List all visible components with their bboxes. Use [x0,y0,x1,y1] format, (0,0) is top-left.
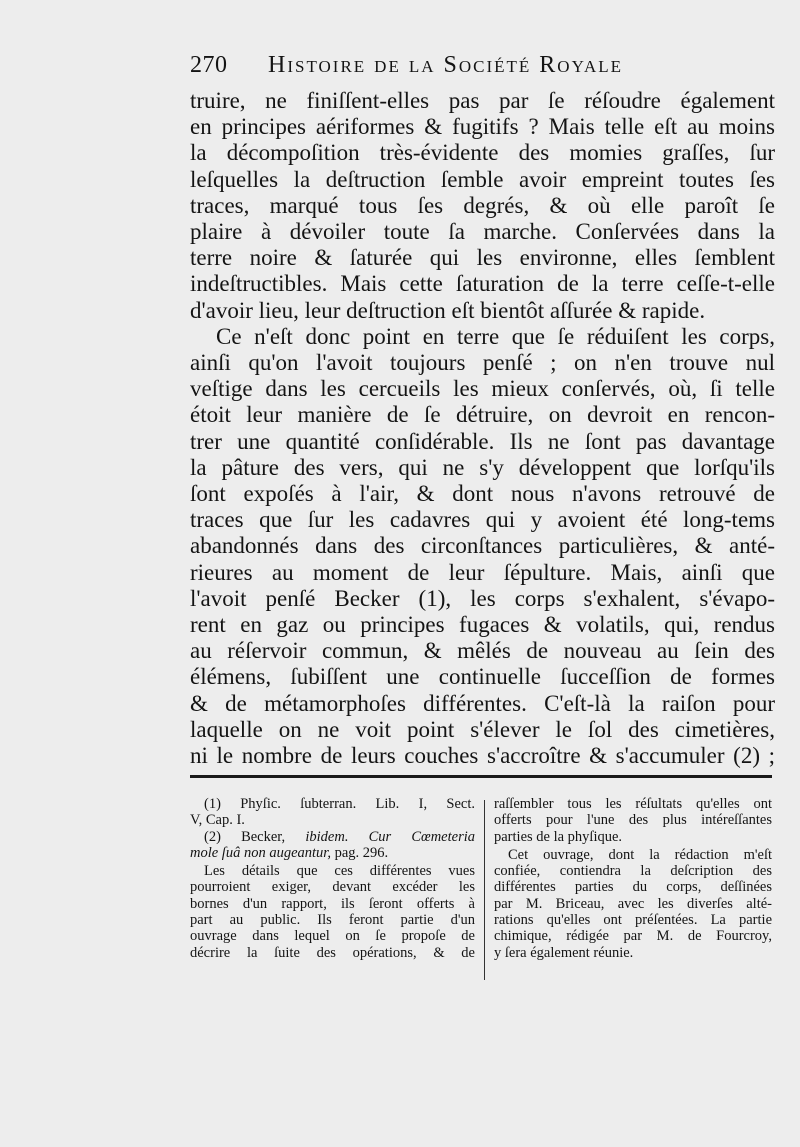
text-line: rieures au moment de leur ſépulture. Mais, ainſi que [190,559,775,585]
footnote-2-cont [190,845,475,861]
footnote-para-line: raſſembler tous les réſultats qu'elles ont [494,796,772,812]
text-line: ſont expoſés à l'air, & dont nous n'avons retrouvé de [190,481,775,507]
text-line: terre noire & ſaturée qui les environne, elles ſemblent [190,245,775,271]
page-header [190,52,770,92]
footnote-para-line: offerts pour l'une des plus intéreſſantes [494,812,772,829]
text-line: la pâture des vers, qui ne s'y développent que lorſqu'ils [190,454,775,480]
text-line: ainſi qu'on l'avoit toujours penſé ; on n'en trouve nul [190,350,775,376]
text-line: laquelle on ne voit point s'élever le ſol des cimetières, [190,716,775,742]
text-line: rent en gaz ou principes fugaces & volatils, qui, rendus [190,612,775,638]
text-line: truire, ne finiſſent-elles pas par ſe réſoudre également [190,88,775,113]
footnote-para-line: rations qu'elles ont préſentées. La partie [494,912,772,929]
footnote-para-line: chimique, rédigée par M. de Fourcroy, [494,928,772,945]
footnote-2-title-cont: mole ſuâ non augeantur, [190,844,335,861]
footnote-2 [190,829,475,845]
text-line: traces, marqué tous ſes degrés, & où elle paroît ſe [190,192,775,218]
footnote-para-line: part au public. Ils feront partie d'un [190,912,475,929]
footnote-para-line: ouvrage dans lequel on ſe propoſe de [190,928,475,945]
footnotes-left-column [190,796,475,961]
text-line: plaire à dévoiler toute ſa marche. Conſervées dans la [190,219,775,245]
text-line: traces que ſur les cadavres qui y avoient été long-tems [190,507,775,533]
running-head: Histoire de la Société Royale [268,52,624,78]
text-line: d'avoir lieu, leur deſtruction eſt bientôt aſſurée & rapide. [190,297,706,323]
footnote-para-line: décrire la ſuite des opérations, & de [190,944,475,961]
text-line: étoit leur manière de ſe détruire, on devroit en rencon- [190,402,775,428]
text-line: Ce n'eſt donc point en terre que ſe réduiſent les corps, [216,323,775,349]
text-line: en principes aériformes & fugitifs ? Mais telle eſt au moins [190,114,775,140]
footnote-1: (1) Phyſic. ſubterran. Lib. I, Sect. [204,796,475,812]
text-line: élémens, ſubiſſent une continuelle ſucceſſion de formes [190,664,775,690]
footnote-para-line: bornes d'un rapport, ils ſeront offerts à [190,895,475,912]
footnote-para-line: confiée, contiendra la deſcription des [494,863,772,880]
text-line: la décompoſition très-évidente des momies graſſes, ſur [190,140,775,166]
footnote-2-title: ibidem. Cur Cœmeteria [305,828,475,845]
text-line: au réſervoir commun, & mêlés de nouveau au ſein des [190,638,775,664]
main-text [190,88,775,769]
footnote-para-line: par M. Briceau, avec les diverſes alté- [494,895,772,912]
text-line: abandonnés dans des circonſtances particulières, & anté- [190,533,775,559]
footnotes-right-column [494,796,772,961]
footnote-para-line: différentes parties du corps, deſſinées [494,879,772,896]
footnote-para-line: pourroient exiger, devant excéder les [190,879,475,896]
footnote-para-line: parties de la phyſique. [494,828,623,845]
footnote-para-line: Les détails que ces différentes vues [204,863,475,880]
text-line: trer une quantité conſidérable. Ils ne ſont pas davantage [190,428,775,454]
footnote-rule [190,775,772,778]
column-divider [484,800,485,980]
footnote-1-cont: V, Cap. I. [190,812,245,829]
footnote-para-line: y ſera également réunie. [494,944,634,961]
text-line: indeſtructibles. Mais cette ſaturation de la terre ceſſe-t-elle [190,271,775,297]
page-number: 270 [190,52,228,78]
text-line: l'avoit penſé Becker (1), les corps s'exhalent, s'évapo- [190,585,775,611]
footnote-2-author: (2) Becker, [204,828,306,845]
text-line: veſtige dans les cercueils les mieux conſervés, où, ſi telle [190,376,775,402]
footnote-para-line: Cet ouvrage, dont la rédaction m'eſt [508,846,772,863]
text-line: leſquelles la deſtruction ſemble avoir empreint toutes ſes [190,166,775,192]
text-line: & de métamorphoſes différentes. C'eſt-là la raiſon pour [190,690,775,716]
footnote-2-page: pag. 296. [334,844,389,861]
text-line: ni le nombre de leurs couches s'accroître & s'accumuler (2) ; [190,743,775,769]
